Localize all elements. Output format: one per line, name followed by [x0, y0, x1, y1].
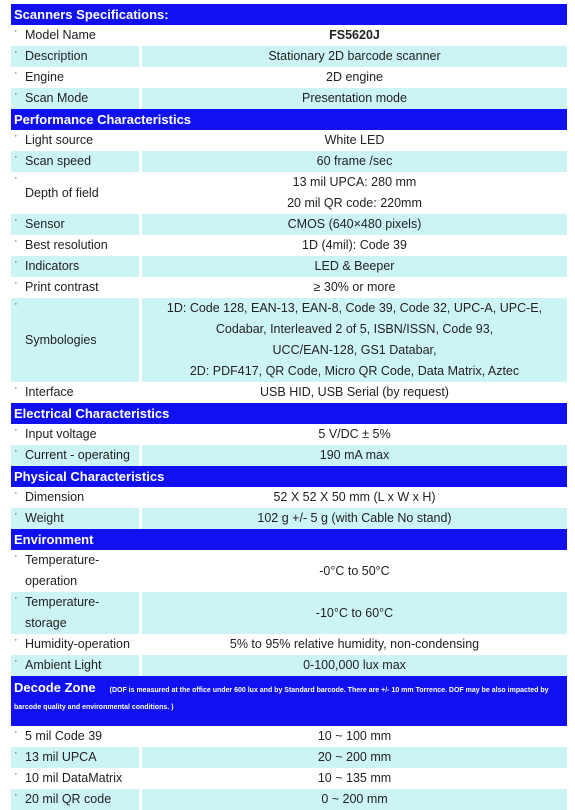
- spec-label-line: · Temperature-: [25, 595, 100, 609]
- spec-label-line: · Temperature-: [25, 553, 100, 567]
- spec-label-text: · Sensor: [25, 217, 65, 231]
- spec-label: [11, 789, 139, 810]
- spec-value-line: 2D: PDF417, QR Code, Micro QR Code, Data Matrix, Aztec: [189, 364, 520, 378]
- spec-value: [142, 487, 567, 508]
- spec-label-text: · 5 mil Code 39: [25, 729, 103, 743]
- spec-value: [142, 235, 567, 256]
- spec-label-text: · 10 mil DataMatrix: [25, 771, 123, 785]
- spec-row-20-mil-qr-code: [11, 789, 567, 810]
- spec-value: [142, 592, 567, 634]
- spec-value-line: Presentation mode: [302, 91, 407, 105]
- spec-value: [142, 789, 567, 810]
- spec-label: [11, 235, 139, 256]
- spec-label-text: · Input voltage: [25, 427, 97, 441]
- spec-label: [11, 487, 139, 508]
- spec-value: [142, 768, 567, 789]
- spec-row-10-mil-datamatrix: [11, 768, 567, 789]
- spec-row-sensor: [11, 214, 567, 235]
- spec-row-13-mil-upca: [11, 747, 567, 768]
- spec-label: [11, 508, 139, 529]
- spec-label: [11, 214, 139, 235]
- spec-label: [11, 655, 139, 676]
- spec-label-text: · 20 mil QR code: [25, 792, 112, 806]
- spec-value: [142, 508, 567, 529]
- spec-row-scan-mode: [11, 88, 567, 109]
- spec-row-dimension: [11, 487, 567, 508]
- spec-row-input-voltage: [11, 424, 567, 445]
- spec-value-line: 20 mil QR code: 220mm: [287, 196, 422, 210]
- spec-label: [11, 67, 139, 88]
- spec-value-line: 2D engine: [326, 70, 383, 84]
- spec-row-temperature-operation: [11, 550, 567, 592]
- spec-value-line: -0°C to 50°C: [319, 563, 390, 578]
- spec-value-line: Stationary 2D barcode scanner: [268, 49, 441, 63]
- spec-value: [142, 151, 567, 172]
- spec-value: [142, 277, 567, 298]
- spec-label-line: storage: [25, 616, 67, 630]
- section-header-decode-zone: [11, 676, 567, 726]
- section-note: (DOF is measured at the office under 600 lux and by Standard barcode. There are +/- 10 mm Torrence. DOF may be also impacted by barcode quality and environmental conditions. ): [14, 687, 549, 711]
- spec-label-text: · Scan speed: [25, 154, 92, 168]
- spec-value: [142, 382, 567, 403]
- spec-value-line: Codabar, Interleaved 2 of 5, ISBN/ISSN, Code 93,: [215, 322, 494, 336]
- spec-value-line: ≥ 30% or more: [313, 280, 396, 294]
- spec-value-line: USB HID, USB Serial (by request): [260, 385, 449, 399]
- spec-label-text: · Ambient Light: [25, 658, 102, 672]
- section-title: Electrical Characteristics: [14, 406, 170, 421]
- spec-value-line: 10 ~ 135 mm: [317, 771, 392, 785]
- spec-label-text: · Model Name: [25, 28, 96, 42]
- spec-value: [142, 214, 567, 235]
- spec-label: [11, 151, 139, 172]
- spec-table: [11, 4, 567, 810]
- spec-value-line: White LED: [324, 133, 385, 147]
- section-title: Physical Characteristics: [14, 469, 165, 484]
- spec-label: [11, 634, 139, 655]
- section-header-physical-characteristics: [11, 466, 567, 487]
- spec-label: [11, 298, 139, 382]
- spec-label: [11, 747, 139, 768]
- spec-label: [11, 424, 139, 445]
- spec-value: [142, 550, 567, 592]
- spec-value: [142, 172, 567, 214]
- spec-value: [142, 634, 567, 655]
- spec-row-model-name: [11, 25, 567, 46]
- spec-label-text: · Description: [25, 49, 88, 63]
- spec-value-line: 10 ~ 100 mm: [317, 729, 392, 743]
- spec-value: [142, 67, 567, 88]
- spec-value-line: 20 ~ 200 mm: [317, 750, 392, 764]
- spec-label-text: · Humidity-operation: [25, 637, 130, 651]
- spec-label: [11, 46, 139, 67]
- spec-row-weight: [11, 508, 567, 529]
- spec-value-line: FS5620J: [329, 28, 380, 42]
- spec-row-interface: [11, 382, 567, 403]
- spec-label-text: · Weight: [25, 511, 64, 525]
- spec-row-depth-of-field: [11, 172, 567, 214]
- spec-label: [11, 550, 139, 592]
- spec-row-indicators: [11, 256, 567, 277]
- spec-label-text: · Print contrast: [25, 280, 99, 294]
- spec-row-current-operating: [11, 445, 567, 466]
- spec-value-line: 60 frame /sec: [316, 154, 393, 168]
- spec-row-light-source: [11, 130, 567, 151]
- section-title: Environment: [14, 532, 94, 547]
- spec-value-line: 52 X 52 X 50 mm (L x W x H): [273, 490, 436, 504]
- spec-value-line: UCC/EAN-128, GS1 Databar,: [272, 343, 437, 357]
- spec-value-line: 102 g +/- 5 g (with Cable No stand): [257, 511, 452, 525]
- section-title: Performance Characteristics: [14, 112, 192, 127]
- spec-value: [142, 726, 567, 747]
- spec-label: [11, 382, 139, 403]
- spec-label: [11, 277, 139, 298]
- spec-label: [11, 768, 139, 789]
- section-header-environment: [11, 529, 567, 550]
- spec-value-line: 5% to 95% relative humidity, non-condensing: [229, 637, 480, 651]
- spec-label-text: · Current - operating: [25, 448, 130, 462]
- spec-row-ambient-light: [11, 655, 567, 676]
- section-title: Decode Zone: [14, 680, 96, 695]
- spec-label-text: · 13 mil UPCA: [25, 750, 97, 764]
- spec-value: [142, 424, 567, 445]
- spec-label-line: operation: [25, 574, 78, 588]
- spec-label: [11, 130, 139, 151]
- section-title: Scanners Specifications:: [14, 7, 169, 22]
- spec-row-humidity-operation: [11, 634, 567, 655]
- spec-label: [11, 256, 139, 277]
- spec-row-engine: [11, 67, 567, 88]
- spec-value-line: 5 V/DC ± 5%: [318, 427, 391, 441]
- spec-row-scan-speed: [11, 151, 567, 172]
- spec-value-line: 1D (4mil): Code 39: [302, 238, 407, 252]
- spec-label-text: · Engine: [25, 70, 64, 84]
- spec-label: [11, 25, 139, 46]
- spec-value: [142, 747, 567, 768]
- spec-value-line: 13 mil UPCA: 280 mm: [292, 175, 417, 189]
- spec-row-best-resolution: [11, 235, 567, 256]
- spec-label-text: · Indicators: [25, 259, 80, 273]
- spec-row-temperature-storage: [11, 592, 567, 634]
- spec-label-text: · Scan Mode: [25, 91, 89, 105]
- spec-value: [142, 445, 567, 466]
- spec-label-text: · Dimension: [25, 490, 85, 504]
- spec-value-line: 190 mA max: [319, 448, 390, 462]
- spec-value: [142, 130, 567, 151]
- spec-value-line: 0 ~ 200 mm: [321, 792, 388, 806]
- spec-value: [142, 298, 567, 382]
- spec-row-description: [11, 46, 567, 67]
- spec-value-line: CMOS (640×480 pixels): [287, 217, 422, 231]
- section-header-scanners-specifications: [11, 4, 567, 25]
- spec-value-line: 0-100,000 lux max: [303, 658, 406, 672]
- spec-row-symbologies: [11, 298, 567, 382]
- spec-value: [142, 256, 567, 277]
- spec-label: [11, 592, 139, 634]
- spec-label: [11, 445, 139, 466]
- spec-label-text: · Light source: [25, 133, 94, 147]
- spec-label-text: · Depth of field: [25, 185, 99, 200]
- spec-label-text: · Interface: [25, 385, 74, 399]
- section-header-performance-characteristics: [11, 109, 567, 130]
- spec-row-print-contrast: [11, 277, 567, 298]
- spec-label-text: · Symbologies: [25, 332, 97, 347]
- spec-label: [11, 172, 139, 214]
- spec-value: [142, 25, 567, 46]
- spec-label: [11, 726, 139, 747]
- spec-value-line: 1D: Code 128, EAN-13, EAN-8, Code 39, Code 32, UPC-A, UPC-E,: [166, 301, 543, 315]
- spec-value-line: LED & Beeper: [314, 259, 395, 273]
- section-header-electrical-characteristics: [11, 403, 567, 424]
- spec-label: [11, 88, 139, 109]
- spec-value: [142, 655, 567, 676]
- spec-value: [142, 46, 567, 67]
- spec-value-line: -10°C to 60°C: [315, 605, 394, 620]
- spec-value: [142, 88, 567, 109]
- spec-row-5-mil-code-39: [11, 726, 567, 747]
- spec-label-text: · Best resolution: [25, 238, 108, 252]
